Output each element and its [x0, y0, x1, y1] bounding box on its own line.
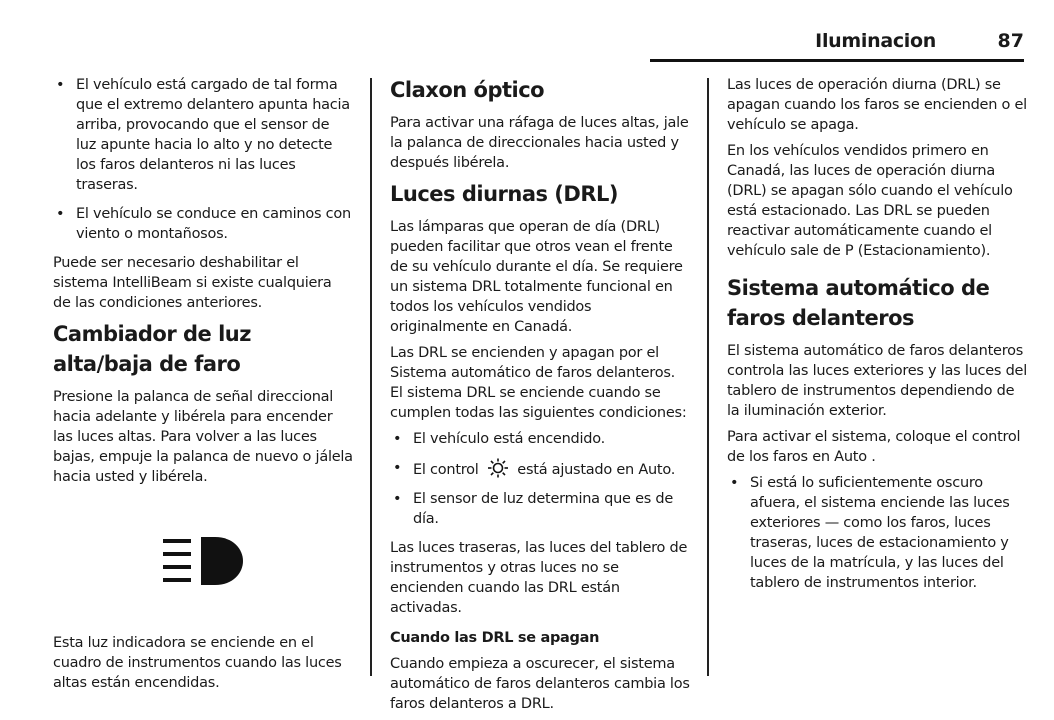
list-item: • El vehículo está encendido.: [393, 431, 605, 447]
bullet-icon: •: [730, 475, 739, 491]
bullet-icon: •: [393, 431, 402, 447]
section-heading: Sistema automático de faros delanteros: [727, 276, 990, 330]
paragraph: En los vehículos vendidos primero en Canadá, las luces de operación diurna (DRL) se apagan sólo cuando el vehículo está estacionado. Las DRL se pueden reactivar automáticamente cuando el vehículo sale de P (Estacionamiento).: [727, 143, 1013, 259]
paragraph: Las luces traseras, las luces del tablero de instrumentos y otras luces no se encienden cuando las DRL están activadas.: [390, 540, 688, 616]
page-number: 87: [997, 30, 1024, 52]
bullet-list: [390, 429, 690, 529]
list-item: • El vehículo está cargado de tal forma que el extremo delantero apunta hacia arriba, provocando que el sensor de luz apunte hacia lo alto y no detecte los faros delanteros ni las luces traseras.: [56, 77, 350, 193]
section-heading: Claxon óptico: [390, 78, 545, 102]
column-divider-1: [370, 78, 372, 676]
exterior-lamp-control-icon: [485, 458, 511, 478]
header-rule: [650, 59, 1024, 62]
paragraph: Las luces de operación diurna (DRL) se apagan cuando los faros se encienden o el vehículo se apaga.: [727, 77, 1027, 133]
figure: [53, 493, 353, 633]
paragraph: Esta luz indicadora se enciende en el cuadro de instrumentos cuando las luces altas están encendidas.: [53, 635, 342, 691]
bullet-icon: •: [56, 77, 65, 93]
section-heading: Cambiador de luz alta/baja de faro: [53, 322, 251, 376]
subheading: Cuando las DRL se apagan: [390, 630, 600, 646]
paragraph: Presione la palanca de señal direccional hacia adelante y libérela para encender las luces altas. Para volver a las luces bajas, empuje la palanca de nuevo o jálela hacia usted y libérela.: [53, 389, 353, 485]
column-3: [727, 75, 1027, 602]
paragraph: Cuando empieza a oscurecer, el sistema automático de faros delanteros cambia los faros delanteros a DRL.: [390, 656, 690, 712]
paragraph: Para activar el sistema, coloque el control de los faros en Auto .: [727, 429, 1021, 465]
paragraph: Puede ser necesario deshabilitar el sistema IntelliBeam si existe cualquiera de las condiciones anteriores.: [53, 255, 332, 311]
bullet-list: [727, 473, 1027, 593]
list-item: • El sensor de luz determina que es de día.: [393, 491, 674, 527]
column-1: [53, 75, 353, 699]
page-header: [650, 28, 1024, 62]
paragraph: Las lámparas que operan de día (DRL) pueden facilitar que otros vean el frente de su vehículo durante el día. Se requiere un sistema DRL totalmente funcional en todos los vehículos vendidos originalmente en Canadá.: [390, 219, 683, 335]
list-item: • El vehículo se conduce en caminos con viento o montañosos.: [56, 206, 351, 242]
list-item: • Si está lo suficientemente oscuro afuera, el sistema enciende las luces exteriores — como los faros, luces traseras, luces de estacionamiento y luces de la matrícula, y las luces del tablero de instrumentos interior.: [730, 475, 1010, 591]
high-beam-icon: [163, 535, 243, 589]
list-item: • El control está ajustado en Auto.: [393, 460, 676, 478]
paragraph: El sistema automático de faros delanteros controla las luces exteriores y las luces del tablero de instrumentos dependiendo de la iluminación exterior.: [727, 343, 1027, 419]
column-2: [390, 75, 690, 720]
section-heading: Luces diurnas (DRL): [390, 182, 618, 206]
bullet-icon: •: [393, 460, 402, 476]
paragraph: Para activar una ráfaga de luces altas, jale la palanca de direccionales hacia usted y después libérela.: [390, 115, 689, 171]
paragraph: Las DRL se encienden y apagan por el Sistema automático de faros delanteros. El sistema DRL se enciende cuando se cumplen todas las siguientes condiciones:: [390, 345, 687, 421]
section-title: Iluminacion: [815, 30, 936, 52]
bullet-icon: •: [393, 491, 402, 507]
bullet-list: [53, 75, 353, 244]
column-divider-2: [707, 78, 709, 676]
bullet-icon: •: [56, 206, 65, 222]
